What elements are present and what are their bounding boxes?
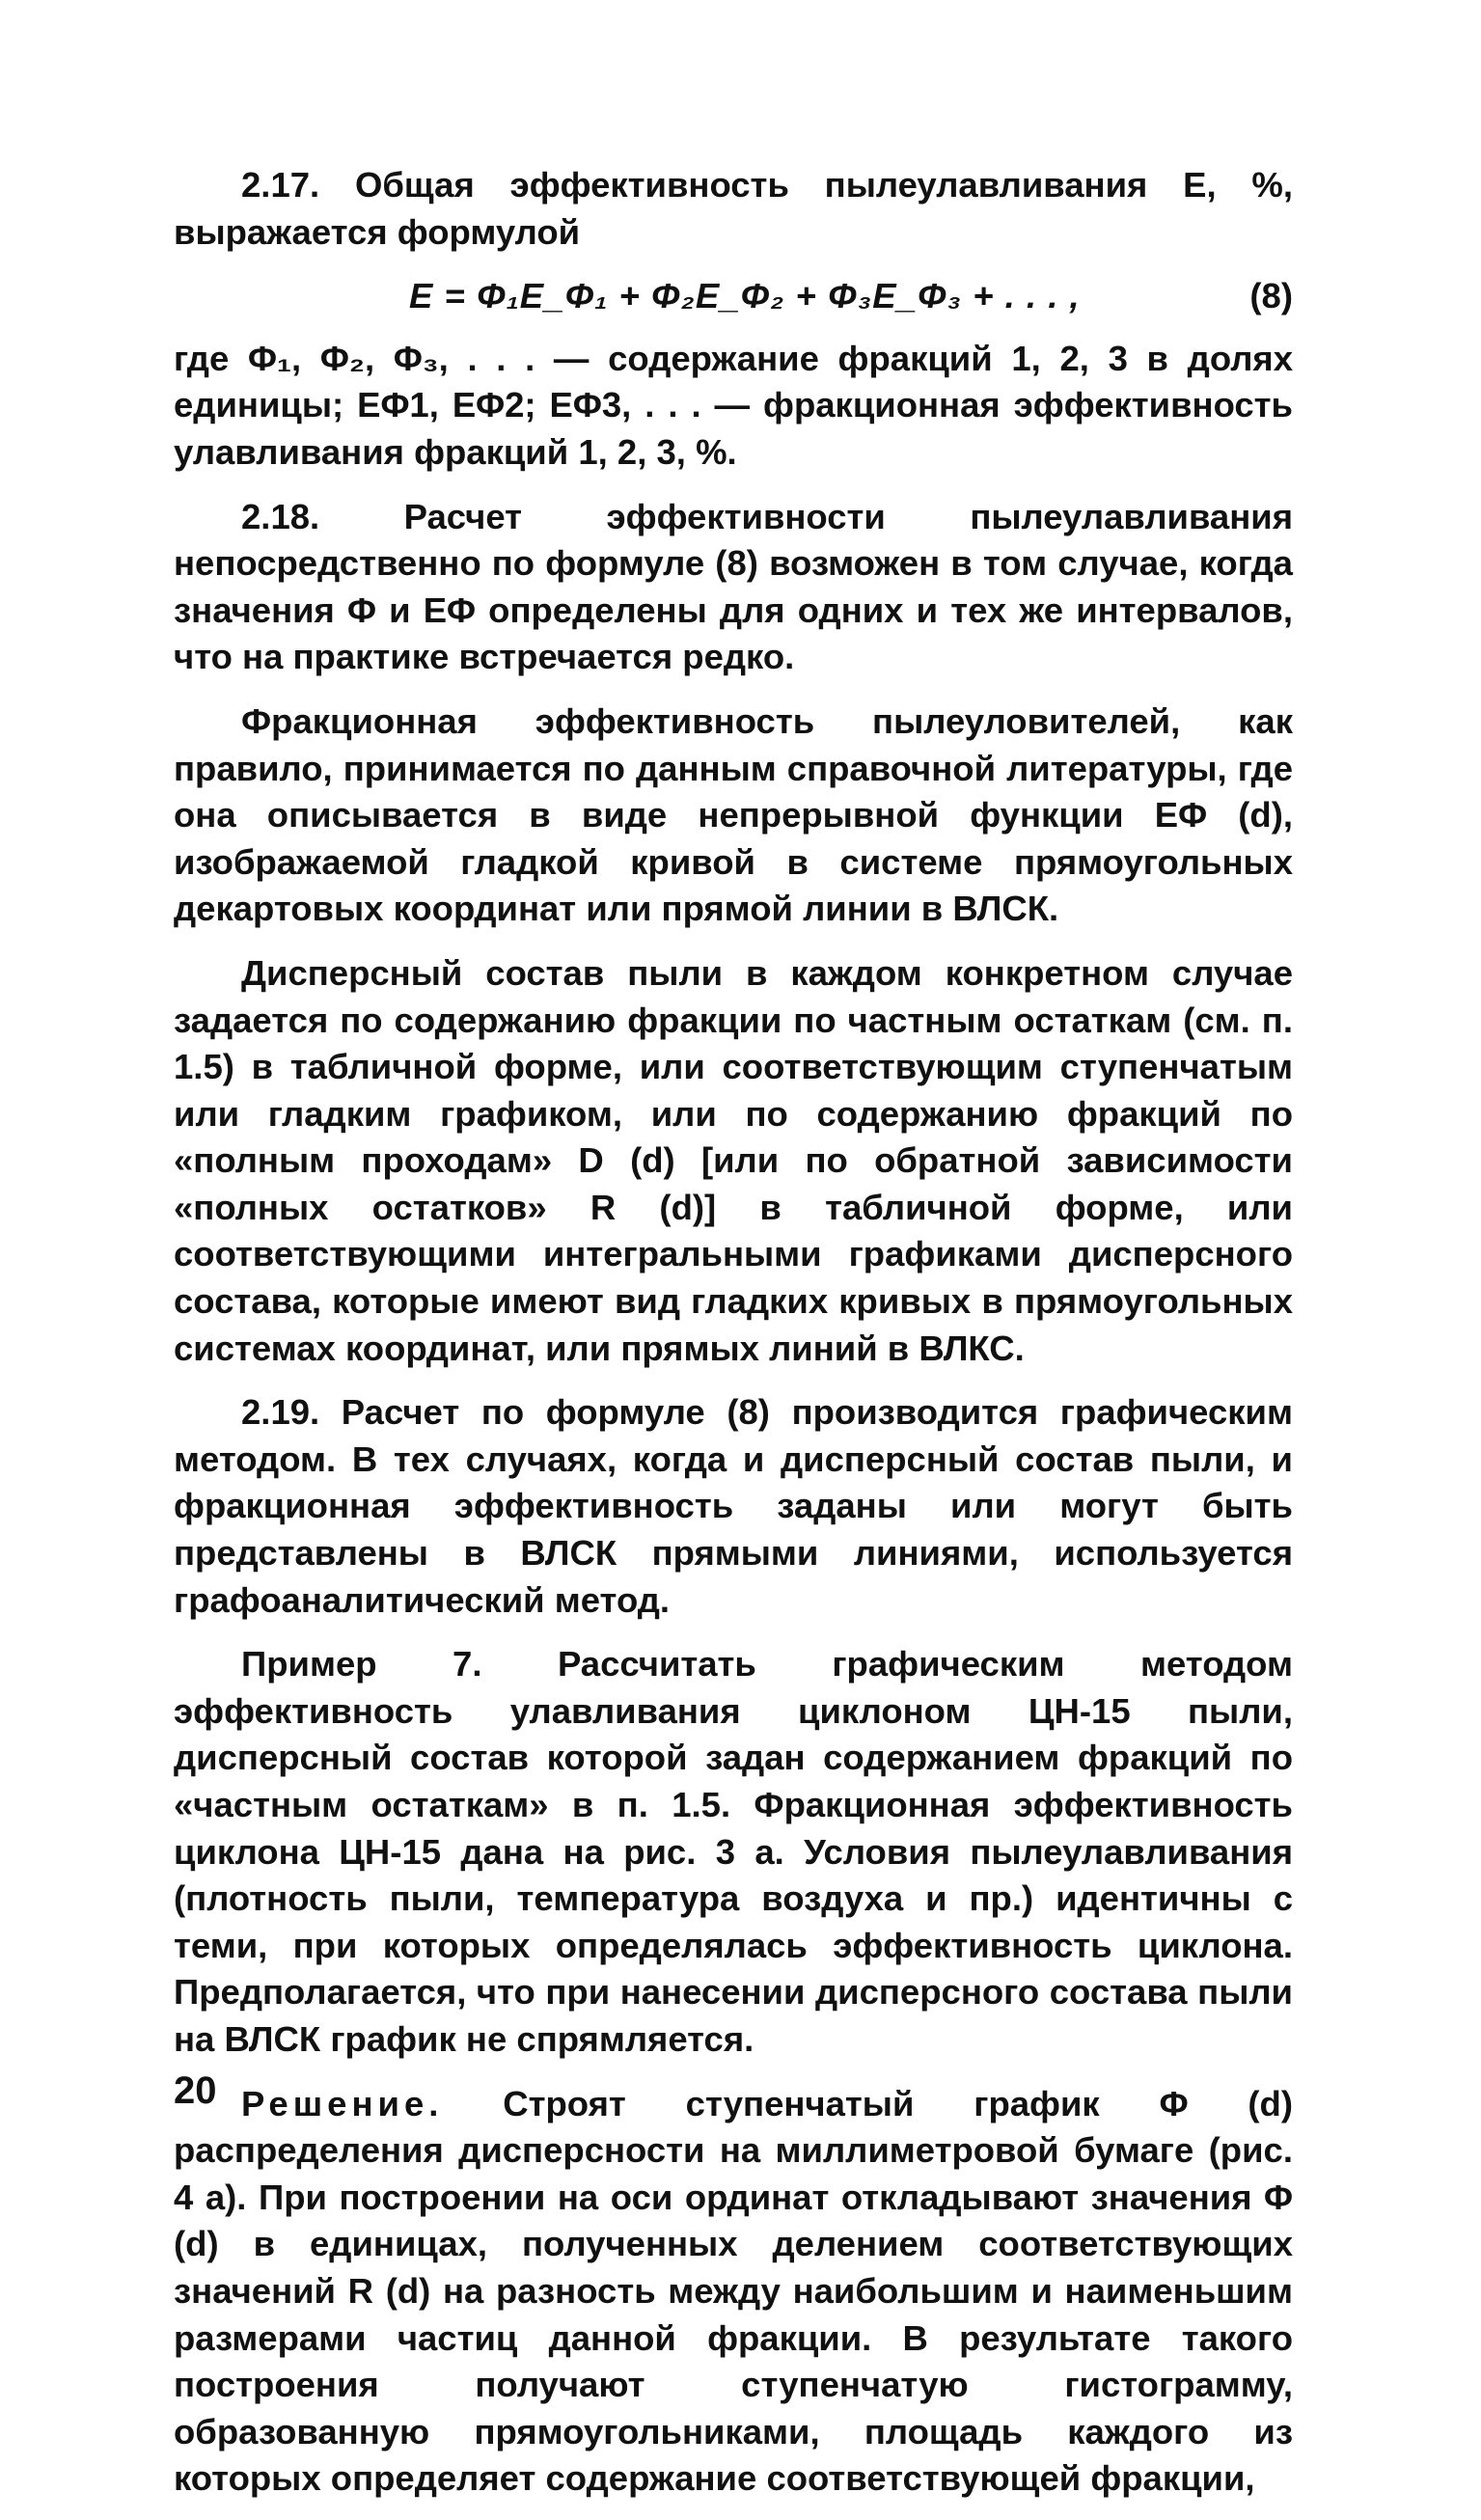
- page-text: [174, 162, 1293, 2520]
- paragraph-disperse-composition: Дисперсный состав пыли в каждом конкретном случае задается по содержанию фракции по частным остаткам (см. п. 1.5) в табличной форме, или соответствующим ступенчатым или гладким графиком, или по содержанию фракций по «полным проходам» D (d) [или по обратной зависимости «полных остатков» R (d)] в табличной форме, или соответствующими интегральными графиками дисперсного состава, которые имеют вид гладких кривых в прямоугольных системах координат, или прямых линий в ВЛКС.: [174, 952, 1293, 1368]
- paragraph-2-17-intro: 2.17. Общая эффективность пылеулавливания E, %, выражается формулой: [174, 165, 1293, 252]
- page-number: 20: [174, 2069, 217, 2112]
- solution-label: Решение.: [241, 2083, 444, 2123]
- example-text: Рассчитать графическим методом эффективность улавливания циклоном ЦН-15 пыли, дисперсный состав которой задан содержанием фракций по «частным остаткам» в п. 1.5. Фракционная эффективность циклона ЦН-15 дана на рис. 3 а. Условия пылеулавливания (плотность пыли, температура воздуха и пр.) идентичны с теми, при которых определялась эффективность циклона. Предполагается, что при нанесении дисперсного состава пыли на ВЛСК график не спрямляется.: [174, 1644, 1293, 2059]
- example-label: Пример 7.: [241, 1644, 482, 1685]
- paragraph-2-19: 2.19. Расчет по формуле (8) производится графическим методом. В тех случаях, когда и дисперсный состав пыли, и фракционная эффективность заданы или могут быть представлены в ВЛСК прямыми линиями, используется графоаналитический метод.: [174, 1392, 1293, 1620]
- formula-8: E = Φ₁E_Φ₁ + Φ₂E_Φ₂ + Φ₃E_Φ₃ + . . . ,: [409, 276, 1081, 316]
- paragraph-2-18: 2.18. Расчет эффективности пылеулавливания непосредственно по формуле (8) возможен в том случае, когда значения Φ и EΦ определены для одних и тех же интервалов, что на практике встречается редко.: [174, 496, 1293, 677]
- paragraph-example-7: [174, 1641, 1293, 2063]
- formula-row: [174, 273, 1293, 320]
- formula-number: (8): [1249, 276, 1293, 316]
- paragraph-fractional-efficiency: Фракционная эффективность пылеуловителей, как правило, принимается по данным справочной литературы, где она описывается в виде непрерывной функции EΦ (d), изображаемой гладкой кривой в системе прямоугольных декартовых координат или прямой линии в ВЛСК.: [174, 700, 1293, 929]
- paragraph-2-17-where: где Φ₁, Φ₂, Φ₃, . . . — содержание фракций 1, 2, 3 в долях единицы; EΦ1, EΦ2; EΦ3, . . . — фракционная эффективность улавливания фракций 1, 2, 3, %.: [174, 338, 1293, 472]
- solution-text: Строят ступенчатый график Φ (d) распределения дисперсности на миллиметровой бумаге (рис. 4 а). При построении на оси ординат откладывают значения Φ (d) в единицах, полученных делением соответствующих значений R (d) на разность между наибольшим и наименьшим размерами частиц данной фракции. В результате такого построения получают ступенчатую гистограмму, образованную прямоугольниками, площадь каждого из которых определяет содержание соответствующей фракции,: [174, 2083, 1293, 2499]
- paragraph-solution: [174, 2081, 1293, 2503]
